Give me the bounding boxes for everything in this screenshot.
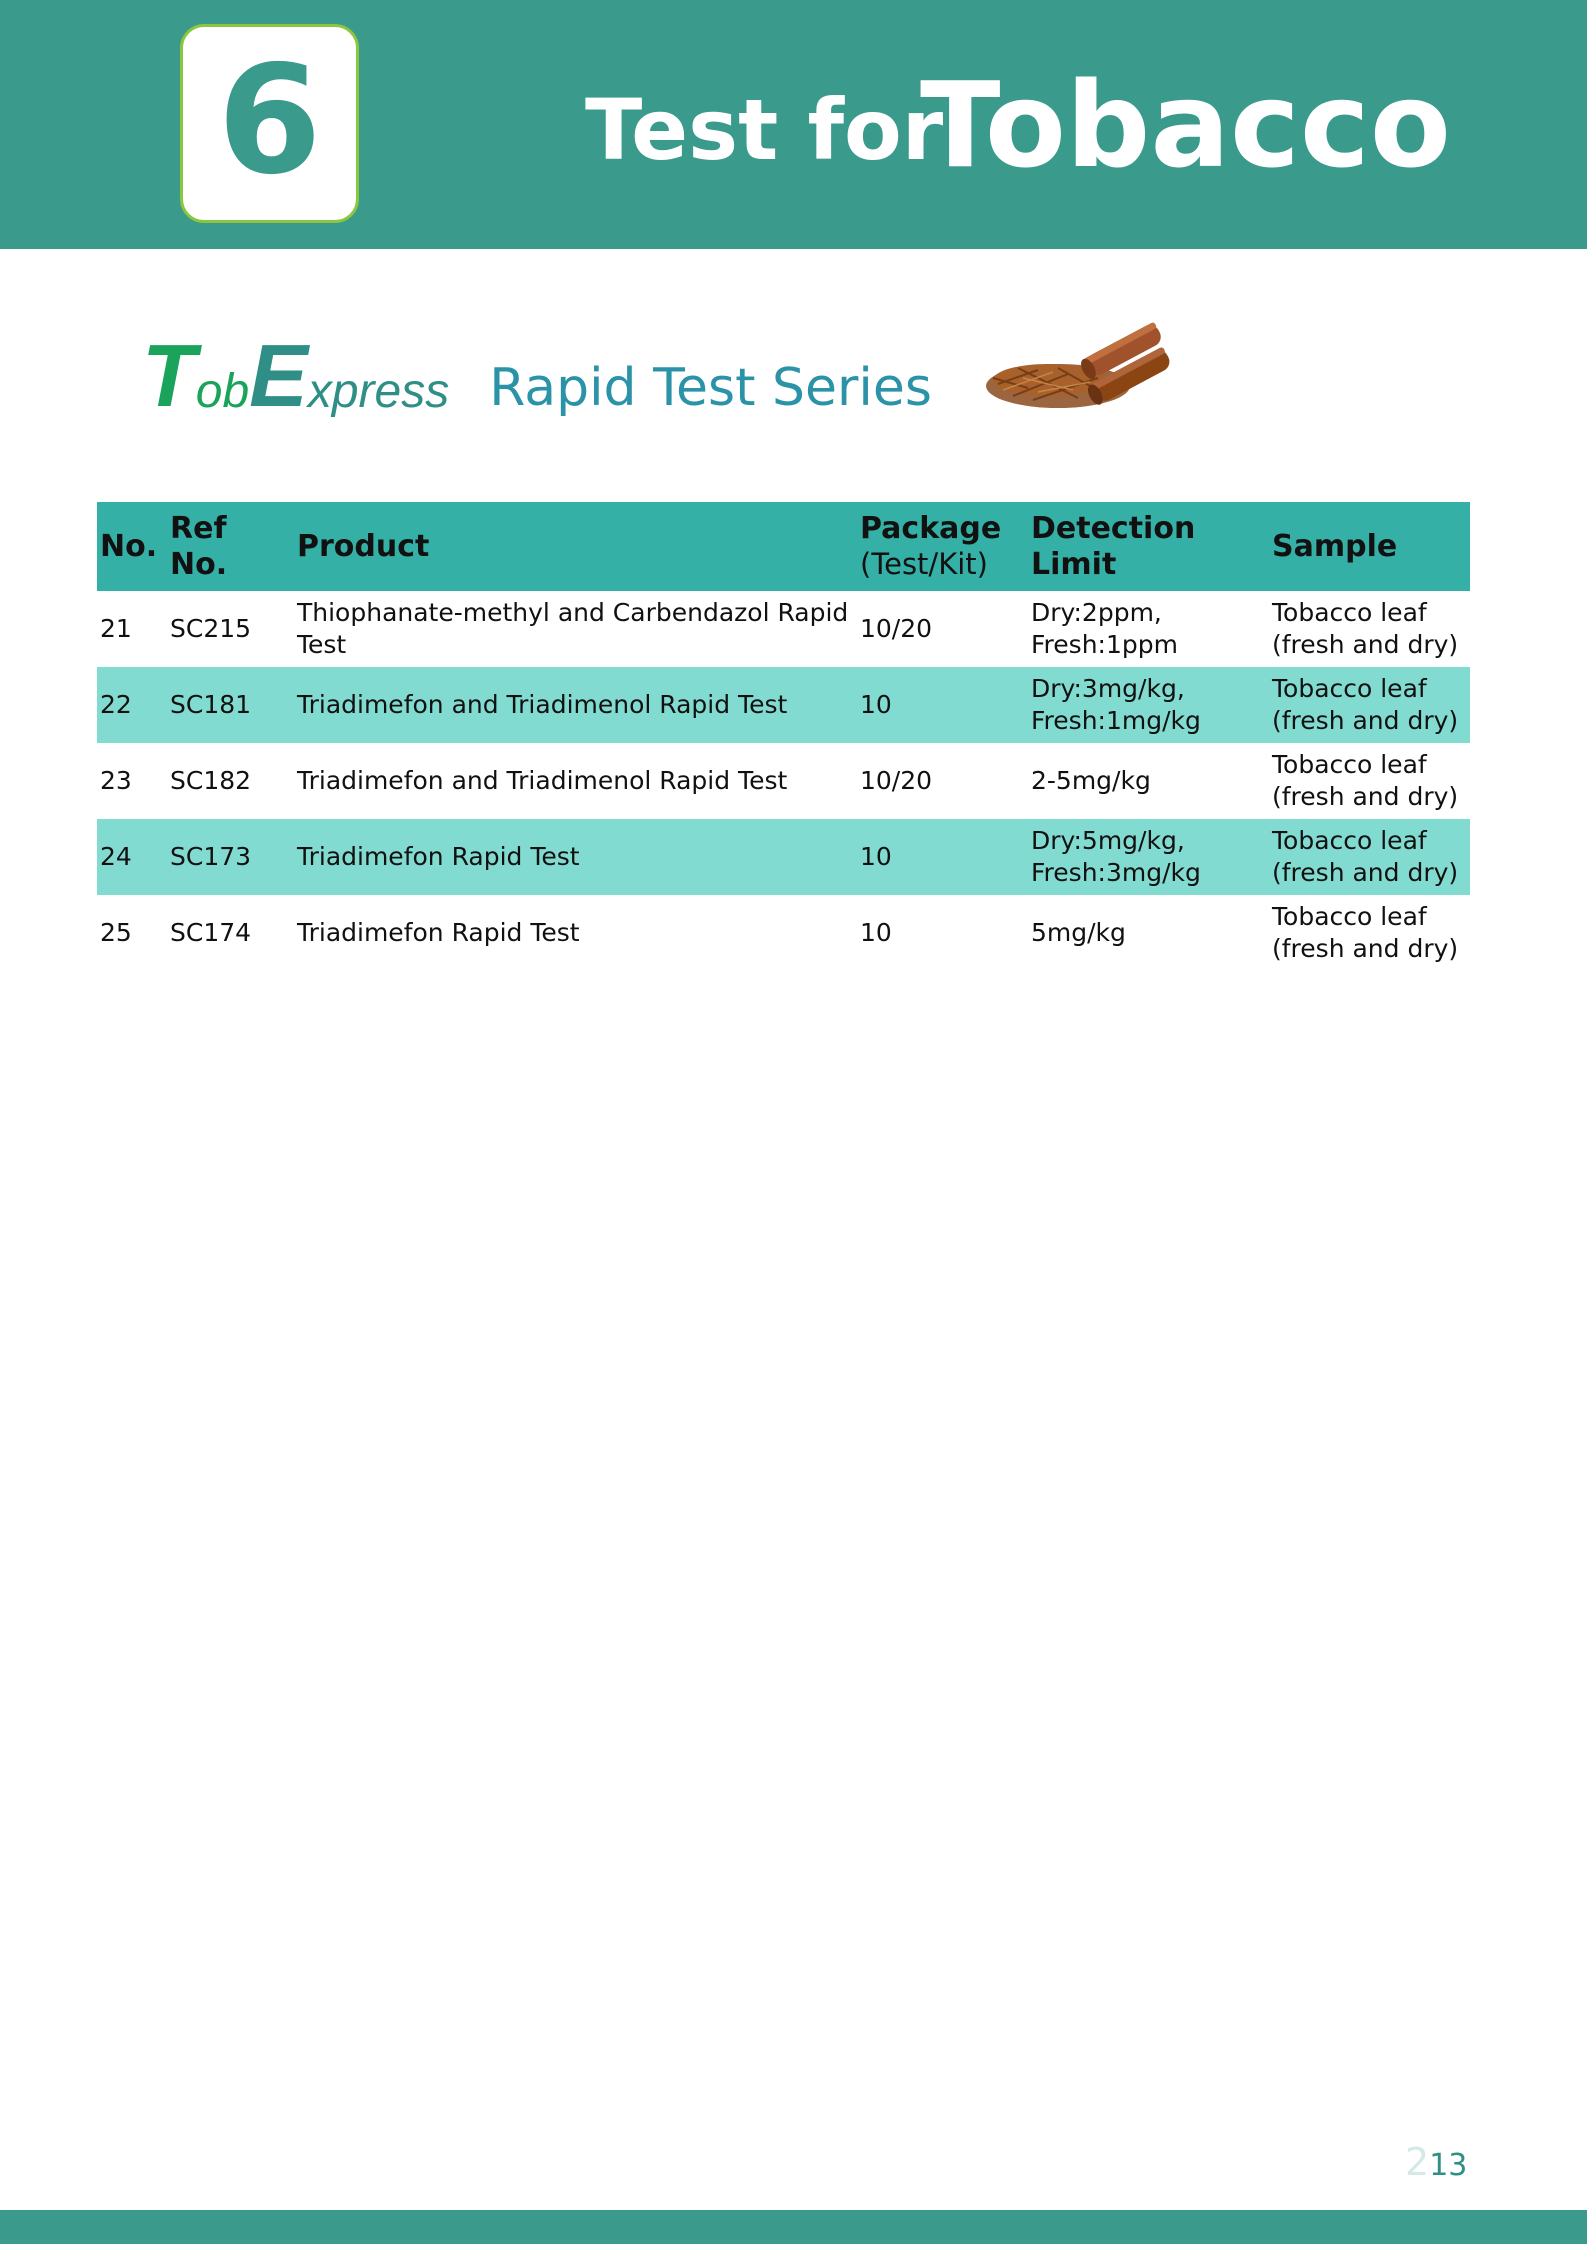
tobexpress-logo: [142, 326, 450, 425]
title-prefix: Test for: [585, 81, 944, 179]
cell-product: Thiophanate-methyl and Carbendazol Rapid Test: [297, 597, 849, 659]
table-row: [97, 743, 1470, 819]
cell-package: 10: [857, 819, 1028, 895]
sample-line: (fresh and dry): [1272, 630, 1459, 659]
col-header-package: [857, 502, 1028, 591]
cell-limit: [1028, 667, 1269, 743]
logo-letters-ob: ob: [195, 365, 250, 418]
cell-limit: [1028, 591, 1269, 667]
cell-limit: [1028, 819, 1269, 895]
header-band: [0, 0, 1587, 249]
table-row: [97, 819, 1470, 895]
col-header-product: Product: [294, 502, 857, 591]
sample-line: (fresh and dry): [1272, 706, 1459, 735]
cell-no: 24: [97, 819, 167, 895]
page-number-value: 13: [1429, 2148, 1468, 2183]
cell-package: 10: [857, 667, 1028, 743]
footer-band: [0, 2210, 1587, 2244]
cell-package: 10/20: [860, 765, 933, 795]
limit-line: Dry:3mg/kg,: [1031, 673, 1185, 703]
cell-product: Triadimefon Rapid Test: [294, 819, 857, 895]
page-title: Tobacco: [920, 56, 1451, 194]
cell-sample: [1269, 819, 1470, 895]
limit-line: Dry:2ppm,: [1031, 597, 1162, 627]
col-header-package-label: Package: [860, 511, 1002, 547]
sample-line: (fresh and dry): [1272, 782, 1459, 811]
chapter-number: 6: [217, 33, 322, 208]
chapter-badge: [180, 24, 359, 223]
logo-letter-e: E: [249, 326, 308, 425]
limit-line: Fresh:1mg/kg: [1031, 706, 1201, 735]
logo-letter-t: T: [142, 326, 196, 425]
sample-line: (fresh and dry): [1272, 934, 1459, 963]
sample-line: Tobacco leaf: [1272, 597, 1427, 627]
cell-product: Triadimefon Rapid Test: [297, 917, 580, 947]
col-header-limit: Detection Limit: [1028, 502, 1269, 591]
sample-line: Tobacco leaf: [1272, 749, 1427, 779]
logo-letters-xpress: xpress: [307, 365, 450, 418]
limit-line: Dry:5mg/kg,: [1031, 825, 1185, 855]
cell-product: Triadimefon and Triadimenol Rapid Test: [294, 667, 857, 743]
limit-line: Fresh:1ppm: [1031, 630, 1178, 659]
cell-no: 25: [100, 917, 132, 947]
sample-line: (fresh and dry): [1272, 858, 1459, 887]
cell-sample: [1269, 895, 1470, 971]
sample-line: Tobacco leaf: [1272, 901, 1427, 931]
table-row: [97, 591, 1470, 667]
cell-limit: [1028, 743, 1269, 819]
page-number: [1405, 2140, 1467, 2184]
cell-ref: SC181: [167, 667, 294, 743]
limit-line: Fresh:3mg/kg: [1031, 858, 1201, 887]
cell-no: 23: [100, 765, 132, 795]
cell-sample: [1269, 743, 1470, 819]
page-number-ghost: 2: [1405, 2140, 1430, 2184]
cell-product: Triadimefon and Triadimenol Rapid Test: [297, 765, 788, 795]
cell-ref: SC174: [170, 917, 252, 947]
cell-ref: SC182: [170, 765, 252, 795]
col-header-ref: Ref No.: [167, 502, 294, 591]
sample-line: Tobacco leaf: [1272, 825, 1427, 855]
table-row: [97, 667, 1470, 743]
cell-package: 10: [860, 917, 892, 947]
cell-sample: [1269, 591, 1470, 667]
col-header-package-unit: (Test/Kit): [860, 547, 988, 582]
limit-line: 2-5mg/kg: [1031, 765, 1151, 795]
brand-row: [142, 326, 932, 425]
tobacco-leaf-cigar-icon: [978, 308, 1174, 418]
cell-ref: SC173: [167, 819, 294, 895]
limit-line: 5mg/kg: [1031, 917, 1126, 947]
sample-line: Tobacco leaf: [1272, 673, 1427, 703]
col-header-sample: Sample: [1269, 502, 1470, 591]
table-row: [97, 895, 1470, 971]
cell-no: 21: [100, 613, 132, 643]
cell-limit: [1028, 895, 1269, 971]
col-header-no: No.: [97, 502, 167, 591]
product-table: [97, 502, 1470, 971]
table-header-row: [97, 502, 1470, 591]
cell-package: 10/20: [860, 613, 933, 643]
series-title: Rapid Test Series: [489, 358, 932, 418]
cell-no: 22: [97, 667, 167, 743]
cell-ref: SC215: [170, 613, 252, 643]
cell-sample: [1269, 667, 1470, 743]
